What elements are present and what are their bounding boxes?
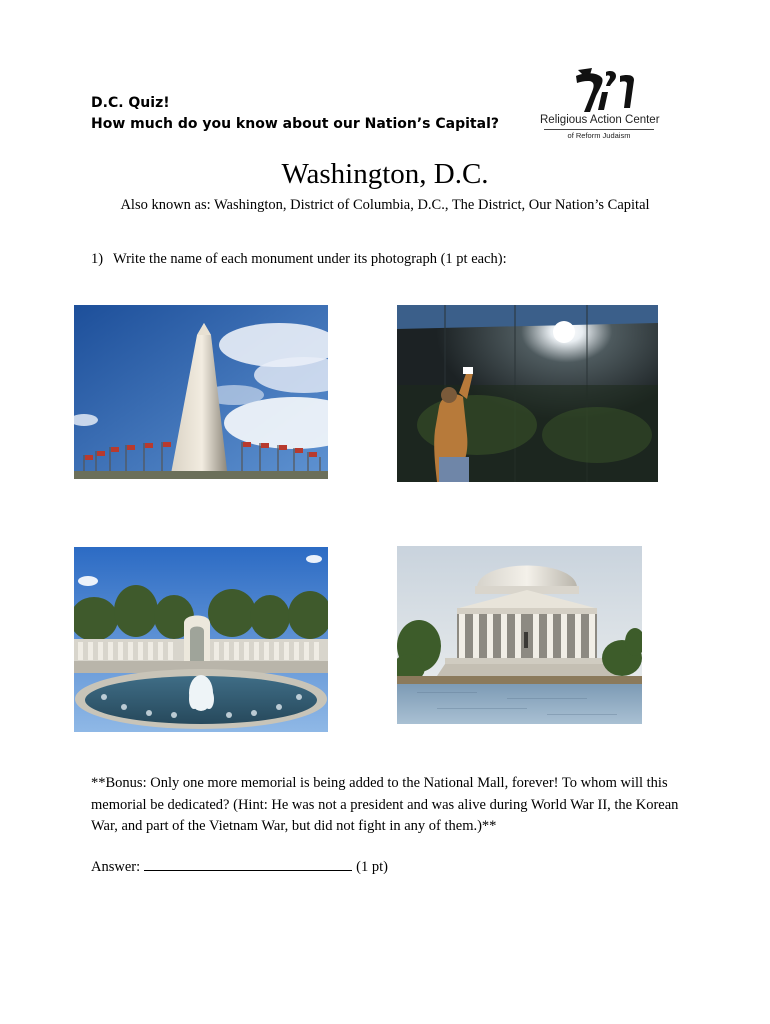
quiz-subtitle: How much do you know about our Nation’s Capital? [91, 116, 499, 132]
jefferson-memorial-photo [397, 546, 642, 724]
question-number: 1) [91, 251, 104, 267]
answer-label: Answer: [91, 859, 141, 875]
answer-blank[interactable] [144, 858, 352, 871]
quiz-heading [91, 93, 499, 135]
question-1 [91, 251, 507, 268]
logo-org-name: Religious Action Center [540, 114, 660, 126]
vietnam-memorial-photo [397, 305, 658, 482]
answer-line [91, 858, 388, 876]
bonus-question: **Bonus: Only one more memorial is being added to the National Mall, forever! To whom will this memorial be dedicated? (Hint: He was not a president and was alive during World War II, the Korean War, and part of the Vietnam War, but did not fight in any of them.)** [91, 775, 679, 834]
quiz-title: D.C. Quiz! [91, 95, 170, 111]
rac-logo [540, 66, 658, 142]
logo-divider [544, 129, 654, 130]
answer-points: (1 pt) [356, 859, 388, 875]
hebrew-letters-icon [540, 66, 658, 114]
also-known-as: Also known as: Washington, District of Columbia, D.C., The District, Our Nation’s Capital [120, 197, 650, 213]
question-text: Write the name of each monument under its photograph (1 pt each): [113, 251, 507, 267]
page-title: Washington, D.C. [281, 158, 489, 190]
wwii-memorial-photo [74, 547, 328, 732]
washington-monument-photo [74, 305, 328, 479]
logo-org-subname: of Reform Judaism [567, 131, 631, 140]
